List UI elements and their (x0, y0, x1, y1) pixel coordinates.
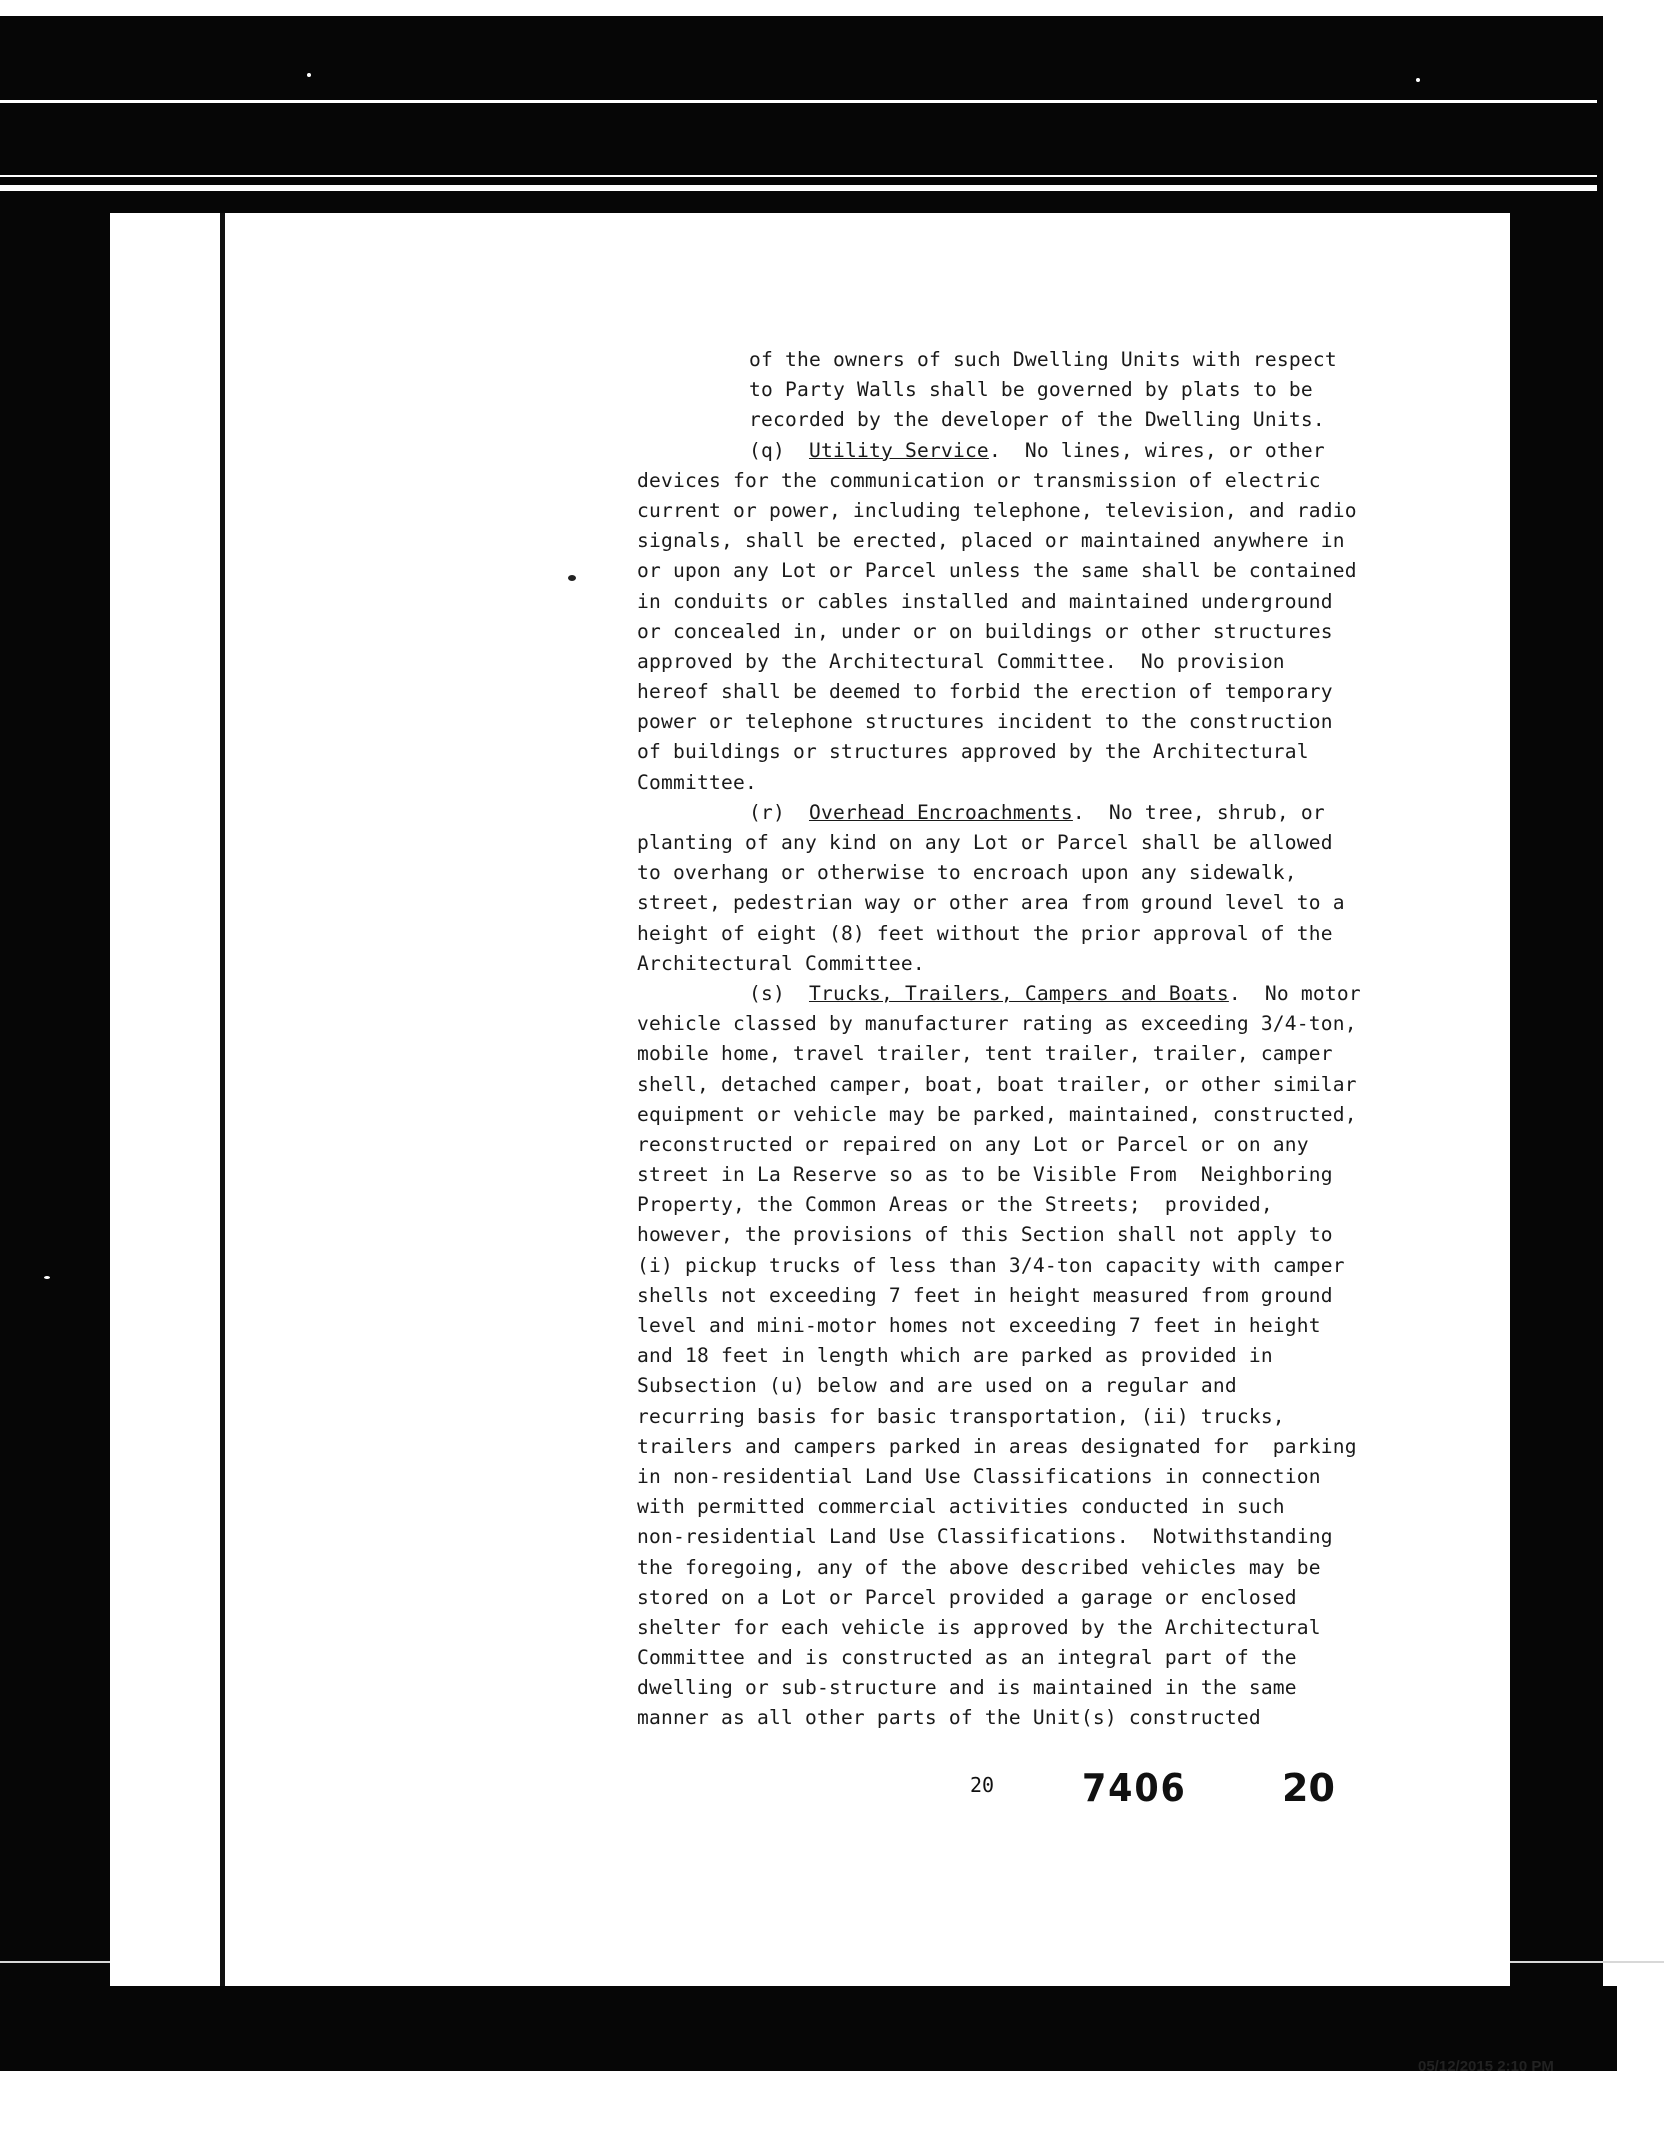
text-run: non-residential Land Use Classifications. Notwithstanding (637, 1525, 1333, 1549)
book-number: 7406 (1082, 1766, 1187, 1810)
text-line (637, 526, 1497, 556)
text-run: stored on a Lot or Parcel provided a garage or enclosed (637, 1585, 1297, 1609)
text-line (637, 1281, 1497, 1311)
scan-border-right (1510, 191, 1603, 1986)
text-run: . No motor (1228, 981, 1361, 1005)
text-run: mobile home, travel trailer, tent trailer, trailer, camper (637, 1042, 1333, 1066)
text-run: or upon any Lot or Parcel unless the same shall be contained (637, 559, 1357, 583)
text-line (637, 677, 1497, 707)
scan-speck (1416, 78, 1420, 82)
section-heading: Trucks, Trailers, Campers and Boats (808, 981, 1229, 1005)
document-page (110, 213, 1510, 1986)
text-line (637, 1492, 1497, 1522)
text-line (637, 1251, 1497, 1281)
text-line (637, 737, 1497, 767)
text-line (637, 707, 1497, 737)
text-line (637, 858, 1497, 888)
text-run: equipment or vehicle may be parked, maintained, constructed, (637, 1102, 1357, 1126)
text-line (637, 587, 1497, 617)
text-line (637, 647, 1497, 677)
scan-line-top (0, 100, 1603, 103)
text-run: however, the provisions of this Section shall not apply to (637, 1223, 1333, 1247)
text-line (637, 1100, 1497, 1130)
text-line (637, 1402, 1497, 1432)
text-line (637, 466, 1497, 496)
text-run: (r) (749, 800, 809, 824)
text-run: . No tree, shrub, or (1072, 800, 1325, 824)
scan-speck (307, 73, 311, 77)
scan-speck (568, 575, 576, 581)
text-run: signals, shall be erected, placed or maintained anywhere in (637, 529, 1345, 553)
text-run: street, pedestrian way or other area from ground level to a (637, 891, 1345, 915)
binding-line (220, 213, 225, 1986)
text-run: level and mini-motor homes not exceeding 7 feet in height (637, 1314, 1321, 1337)
text-run: or concealed in, under or on buildings or other structures (637, 619, 1333, 643)
text-run: recurring basis for basic transportation, (ii) trucks, (637, 1404, 1285, 1428)
text-run: to overhang or otherwise to encroach upon any sidewalk, (637, 861, 1297, 885)
text-line (637, 768, 1497, 798)
text-line (637, 1070, 1497, 1100)
scan-border-left (0, 191, 110, 1986)
text-line (637, 1039, 1497, 1069)
text-run: . No lines, wires, or other (988, 438, 1325, 462)
text-run: to Party Walls shall be governed by plats to be (749, 378, 1313, 402)
text-line (637, 1613, 1497, 1643)
text-run: shell, detached camper, boat, boat trailer, or other similar (637, 1072, 1357, 1096)
text-run: of buildings or structures approved by the Architectural (637, 740, 1309, 764)
text-run: Committee. (637, 770, 757, 794)
text-line (637, 1673, 1497, 1703)
text-line (637, 1190, 1497, 1220)
text-line (637, 1220, 1497, 1250)
text-line (637, 1311, 1497, 1341)
page-number-large: 20 (1282, 1766, 1335, 1810)
text-line (637, 617, 1497, 647)
text-line (637, 1130, 1497, 1160)
text-run: Architectural Committee. (637, 951, 925, 975)
text-run: Property, the Common Areas or the Streets; provided, (637, 1193, 1273, 1217)
text-line (637, 1009, 1497, 1039)
text-line (637, 949, 1497, 979)
section-heading: Overhead Encroachments (808, 800, 1073, 824)
text-line (637, 798, 1497, 828)
page-number-small: 20 (970, 1773, 995, 1797)
scan-speck (44, 1276, 50, 1279)
text-run: Committee and is constructed as an integral part of the (637, 1646, 1297, 1670)
text-line (637, 556, 1497, 586)
text-line (637, 1371, 1497, 1401)
document-body (637, 345, 1497, 1734)
text-run: street in La Reserve so as to be Visible From Neighboring (637, 1163, 1333, 1187)
text-run: recorded by the developer of the Dwelling Units. (749, 408, 1325, 432)
text-line (637, 828, 1497, 858)
text-line (637, 1341, 1497, 1371)
text-run: vehicle classed by manufacturer rating as exceeding 3/4-ton, (637, 1012, 1357, 1036)
text-line (637, 919, 1497, 949)
text-run: planting of any kind on any Lot or Parcel shall be allowed (637, 831, 1333, 854)
text-run: manner as all other parts of the Unit(s) constructed (637, 1706, 1261, 1730)
text-run: approved by the Architectural Committee. No provision (637, 649, 1285, 673)
text-run: in conduits or cables installed and maintained underground (637, 589, 1333, 613)
text-run: (s) (749, 981, 809, 1005)
text-run: hereof shall be deemed to forbid the erection of temporary (637, 680, 1333, 704)
text-run: with permitted commercial activities conducted in such (637, 1495, 1285, 1519)
text-line (637, 436, 1497, 466)
text-line (637, 345, 1497, 375)
scan-border-bottom (0, 1986, 1617, 2071)
text-run: reconstructed or repaired on any Lot or Parcel or on any (637, 1132, 1309, 1156)
text-line (637, 496, 1497, 526)
text-line (637, 405, 1497, 435)
scan-border-upper (0, 191, 1603, 213)
text-line (637, 1432, 1497, 1462)
text-line (637, 1553, 1497, 1583)
scan-border-right-top (1597, 16, 1603, 191)
text-run: dwelling or sub-structure and is maintained in the same (637, 1676, 1297, 1700)
text-line (637, 888, 1497, 918)
text-line (637, 1160, 1497, 1190)
text-line (637, 979, 1497, 1009)
text-run: devices for the communication or transmission of electric (637, 468, 1321, 492)
text-run: of the owners of such Dwelling Units with respect (749, 348, 1337, 371)
text-run: in non-residential Land Use Classifications in connection (637, 1464, 1321, 1488)
text-line (637, 1703, 1497, 1733)
text-line (637, 1522, 1497, 1552)
section-heading: Utility Service (808, 438, 989, 462)
text-run: (q) (749, 438, 809, 462)
text-run: the foregoing, any of the above described vehicles may be (637, 1555, 1321, 1579)
scan-line-top-2 (0, 175, 1603, 177)
text-line (637, 1583, 1497, 1613)
text-run: shelter for each vehicle is approved by the Architectural (637, 1615, 1321, 1639)
text-line (637, 375, 1497, 405)
text-line (637, 1462, 1497, 1492)
text-line (637, 1643, 1497, 1673)
text-run: and 18 feet in length which are parked as provided in (637, 1344, 1273, 1368)
fax-timestamp: 05/12/2015 2:10 PM (1418, 2058, 1554, 2075)
text-run: shells not exceeding 7 feet in height measured from ground (637, 1283, 1333, 1307)
text-run: height of eight (8) feet without the prior approval of the (637, 921, 1333, 945)
text-run: trailers and campers parked in areas designated for parking (637, 1434, 1357, 1458)
text-run: Subsection (u) below and are used on a regular and (637, 1374, 1237, 1398)
text-run: power or telephone structures incident to the construction (637, 710, 1333, 734)
text-run: current or power, including telephone, television, and radio (637, 498, 1357, 522)
text-run: (i) pickup trucks of less than 3/4-ton capacity with camper (637, 1253, 1345, 1277)
